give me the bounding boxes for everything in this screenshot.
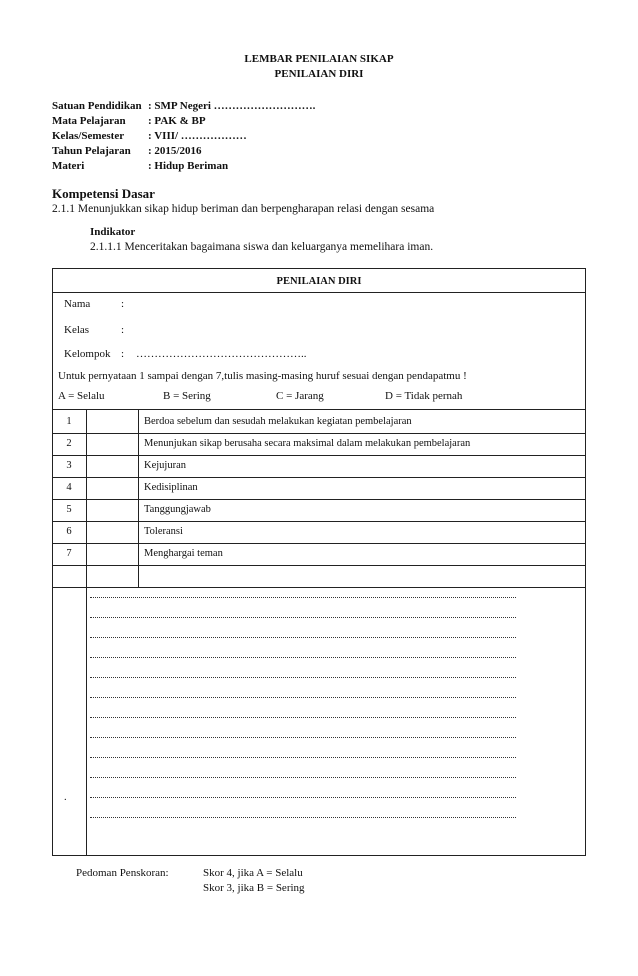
- statement-text: Menghargai teman: [144, 548, 223, 559]
- info-value: : Hidup Beriman: [148, 160, 229, 172]
- kelompok-field[interactable]: ………………………………………..: [136, 348, 307, 360]
- info-row-mapel: [52, 115, 206, 127]
- answer-cell-2[interactable]: [88, 435, 136, 453]
- field-label-kelompok: Kelompok: [64, 348, 111, 360]
- info-value: : 2015/2016: [148, 145, 202, 157]
- scale-c: C = Jarang: [276, 390, 324, 402]
- info-row-tahun: [52, 145, 201, 157]
- dotted-line: [90, 597, 516, 598]
- info-row-satuan: [52, 100, 315, 112]
- field-label-nama: Nama: [64, 298, 91, 310]
- essay-marker: .: [64, 792, 67, 803]
- dotted-line: [90, 777, 516, 778]
- pedoman-line: Skor 4, jika A = Selalu: [203, 867, 303, 879]
- statement-text: Berdoa sebelum dan sesudah melakukan kegiatan pembelajaran: [144, 416, 412, 427]
- info-value: : SMP Negeri ……………………….: [148, 100, 316, 112]
- table-border: [52, 433, 586, 434]
- indikator-heading: Indikator: [90, 226, 136, 238]
- dotted-line: [90, 817, 516, 818]
- statement-text: Menunjukan sikap berusaha secara maksimal dalam melakukan pembelajaran: [144, 438, 471, 449]
- field-label-kelas: Kelas: [64, 324, 90, 336]
- statement-text: Kejujuran: [144, 460, 186, 471]
- field-sep: :: [121, 298, 125, 310]
- scale-d: D = Tidak pernah: [385, 390, 463, 402]
- info-label: Materi: [52, 160, 85, 172]
- row-number: 2: [66, 438, 72, 449]
- answer-cell-7[interactable]: [88, 545, 136, 563]
- dotted-line: [90, 757, 516, 758]
- row-number: 6: [66, 526, 72, 537]
- table-border: [52, 521, 586, 522]
- answer-cell-3[interactable]: [88, 457, 136, 475]
- answer-cell-4[interactable]: [88, 479, 136, 497]
- info-row-kelas: [52, 130, 247, 142]
- dotted-line: [90, 737, 516, 738]
- form-title: PENILAIAN DIRI: [276, 276, 362, 287]
- table-border: [52, 565, 586, 566]
- dotted-line: [90, 637, 516, 638]
- answer-cell-5[interactable]: [88, 501, 136, 519]
- statement-text: Kedisiplinan: [144, 482, 198, 493]
- answer-cell-1[interactable]: [88, 411, 136, 431]
- table-border: [86, 409, 87, 856]
- row-number: 4: [66, 482, 72, 493]
- table-border: [52, 543, 586, 544]
- document-subtitle: PENILAIAN DIRI: [274, 68, 364, 80]
- instruction-text: Untuk pernyataan 1 sampai dengan 7,tulis masing-masing huruf sesuai dengan pendapatmu !: [58, 370, 467, 382]
- statement-text: Tanggungjawab: [144, 504, 211, 515]
- indikator-text: 2.1.1.1 Menceritakan bagaimana siswa dan keluarganya memelihara iman.: [90, 241, 434, 253]
- table-border: [52, 455, 586, 456]
- scale-a: A = Selalu: [58, 390, 105, 402]
- dotted-line: [90, 797, 516, 798]
- answer-cell-6[interactable]: [88, 523, 136, 541]
- row-number: 3: [66, 460, 72, 471]
- info-row-materi: [52, 160, 228, 172]
- kelas-field[interactable]: [136, 324, 316, 338]
- table-border: [52, 499, 586, 500]
- table-border: [138, 409, 139, 587]
- dotted-line: [90, 697, 516, 698]
- table-border: [52, 477, 586, 478]
- kompetensi-text: 2.1.1 Menunjukkan sikap hidup beriman dan berpengharapan relasi dengan sesama: [52, 203, 435, 215]
- dotted-line: [90, 677, 516, 678]
- document-title: LEMBAR PENILAIAN SIKAP: [244, 53, 394, 65]
- dotted-line: [90, 717, 516, 718]
- divider: [52, 292, 586, 293]
- dotted-line: [90, 657, 516, 658]
- info-value: : VIII/ ………………: [148, 130, 247, 142]
- table-border: [52, 587, 586, 588]
- field-sep: :: [121, 348, 125, 360]
- row-number: 7: [66, 548, 72, 559]
- row-number: 5: [66, 504, 72, 515]
- info-value: : PAK & BP: [148, 115, 206, 127]
- nama-field[interactable]: [136, 298, 316, 312]
- row-number: 1: [66, 416, 72, 427]
- pedoman-line: Skor 3, jika B = Sering: [203, 882, 305, 894]
- info-label: Mata Pelajaran: [52, 115, 126, 127]
- info-label: Satuan Pendidikan: [52, 100, 142, 112]
- info-label: Tahun Pelajaran: [52, 145, 131, 157]
- info-label: Kelas/Semester: [52, 130, 125, 142]
- field-sep: :: [121, 324, 125, 336]
- dotted-line: [90, 617, 516, 618]
- table-border: [52, 409, 586, 410]
- scale-b: B = Sering: [163, 390, 211, 402]
- pedoman-label: Pedoman Penskoran:: [76, 867, 169, 879]
- kompetensi-heading: Kompetensi Dasar: [52, 186, 155, 201]
- statement-text: Toleransi: [144, 526, 183, 537]
- essay-answer-area[interactable]: [88, 590, 584, 830]
